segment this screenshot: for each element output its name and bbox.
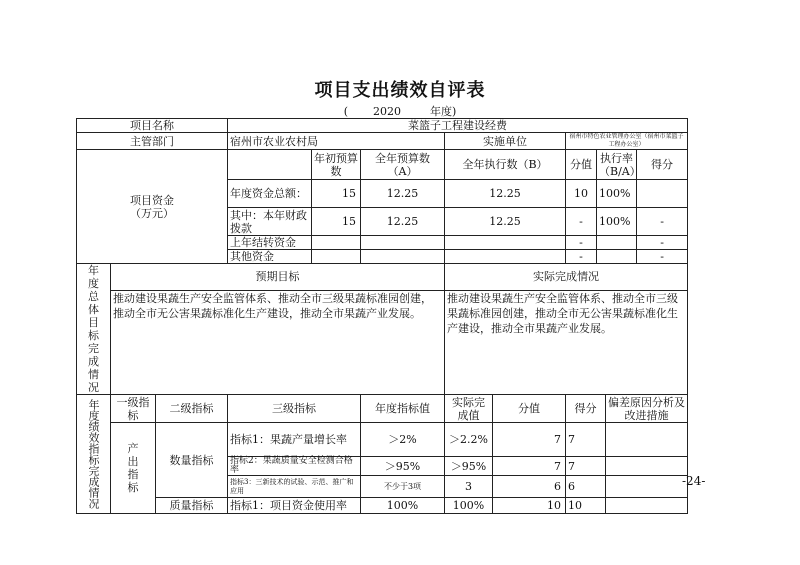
funds-score: -	[637, 208, 688, 236]
goals-actual-text: 推动建设果蔬生产安全监管体系、推动全市三级果蔬标准园创建，推动全市无公害果蔬标准化生产建设，推动全市果蔬产业发展。	[445, 290, 688, 394]
year-open-paren: (	[343, 105, 348, 118]
indicator-score: 10	[566, 498, 606, 514]
indicator-actual: ＞95%	[445, 457, 493, 476]
project-name-label: 项目名称	[77, 119, 228, 133]
indicator-target: ＞2%	[361, 423, 445, 457]
funds-header-blank	[228, 150, 312, 180]
funds-header-score-value: 分值	[566, 150, 597, 180]
funds-label-line1: 项目资金	[130, 193, 174, 207]
page-title: 项目支出绩效自评表	[314, 80, 486, 101]
indicators-header-level2: 二级指标	[156, 395, 228, 423]
project-name-value: 菜篮子工程建设经费	[228, 119, 688, 133]
funds-initial	[312, 250, 361, 264]
funds-row-label: 上年结转资金	[228, 236, 312, 250]
funds-executed	[445, 236, 566, 250]
indicator-level3: 指标1：果蔬产量增长率	[228, 423, 361, 457]
page-number: -24-	[682, 474, 706, 488]
indicators-header-level3: 三级指标	[228, 395, 361, 423]
funds-executed: 12.25	[445, 208, 566, 236]
funds-score-value: 10	[566, 180, 597, 208]
funds-header-rate: 执行率（B/A）	[597, 150, 637, 180]
dept-row	[77, 133, 688, 150]
funds-budget: 12.25	[361, 180, 445, 208]
indicators-header-row	[77, 395, 688, 423]
funds-label	[77, 150, 228, 264]
indicator-note	[606, 498, 688, 514]
indicator-value: 7	[493, 457, 566, 476]
funds-executed: 12.25	[445, 180, 566, 208]
indicators-side-label: 年度绩效指标完成情况	[77, 395, 111, 514]
indicator-level3: 指标3：三新技术的试验、示范、推广和应用	[228, 476, 361, 498]
indicators-header-level1: 一级指标	[111, 395, 156, 423]
indicators-header-actual: 实际完成值	[445, 395, 493, 423]
funds-score-value: -	[566, 250, 597, 264]
indicator-score: 7	[566, 457, 606, 476]
funds-row-label: 其他资金	[228, 250, 312, 264]
indicators-header-score: 得分	[566, 395, 606, 423]
funds-score	[637, 180, 688, 208]
funds-initial	[312, 236, 361, 250]
funds-header-budget: 全年预算数（A）	[361, 150, 445, 180]
year-line	[0, 103, 800, 119]
goals-content-row	[77, 290, 688, 394]
indicator-target: 100%	[361, 498, 445, 514]
indicator-row	[77, 498, 688, 514]
funds-header-row	[77, 150, 688, 180]
funds-initial: 15	[312, 180, 361, 208]
indicator-value: 6	[493, 476, 566, 498]
funds-initial: 15	[312, 208, 361, 236]
indicators-header-target: 年度指标值	[361, 395, 445, 423]
indicators-header-note: 偏差原因分析及改进措施	[606, 395, 688, 423]
unit-label: 实施单位	[445, 133, 566, 150]
indicator-score: 7	[566, 423, 606, 457]
year-value: 2020	[373, 105, 401, 118]
funds-score: -	[637, 236, 688, 250]
funds-rate: 100%	[597, 180, 637, 208]
indicator-level1: 产出指标	[111, 423, 156, 514]
dept-value: 宿州市农业农村局	[228, 133, 445, 150]
funds-header-executed: 全年执行数（B）	[445, 150, 566, 180]
funds-row-label: 年度资金总额：	[228, 180, 312, 208]
goals-actual-header: 实际完成情况	[445, 264, 688, 291]
funds-score-value: -	[566, 208, 597, 236]
funds-score: -	[637, 250, 688, 264]
indicator-level3: 指标2：果蔬质量安全检测合格率	[228, 457, 361, 476]
indicator-target: 不少于3项	[361, 476, 445, 498]
funds-budget: 12.25	[361, 208, 445, 236]
funds-budget	[361, 250, 445, 264]
goals-side-label: 年度总体目标完成情况	[77, 264, 111, 395]
funds-header-score: 得分	[637, 150, 688, 180]
funds-rate	[597, 236, 637, 250]
indicator-target: ＞95%	[361, 457, 445, 476]
indicator-value: 10	[493, 498, 566, 514]
funds-rate: 100%	[597, 208, 637, 236]
goals-expected-text: 推动建设果蔬生产安全监管体系、推动全市三级果蔬标准园创建，推动全市无公害果蔬标准化生产建设，推动全市果蔬产业发展。	[111, 290, 445, 394]
funds-budget	[361, 236, 445, 250]
indicator-row	[77, 423, 688, 457]
indicator-note	[606, 423, 688, 457]
funds-rate	[597, 250, 637, 264]
indicator-actual: 3	[445, 476, 493, 498]
indicator-level2: 数量指标	[156, 423, 228, 498]
indicator-actual: ＞2.2%	[445, 423, 493, 457]
indicator-note	[606, 476, 688, 498]
funds-executed	[445, 250, 566, 264]
indicators-header-value: 分值	[493, 395, 566, 423]
year-label: 年度)	[430, 105, 457, 118]
dept-label: 主管部门	[77, 133, 228, 150]
indicator-level3: 指标1：项目资金使用率	[228, 498, 361, 514]
indicator-level2: 质量指标	[156, 498, 228, 514]
performance-table	[76, 118, 688, 514]
project-name-row	[77, 119, 688, 133]
funds-header-initial: 年初预算数	[312, 150, 361, 180]
funds-score-value: -	[566, 236, 597, 250]
goals-header-row	[77, 264, 688, 291]
funds-row-label: 其中：本年财政拨款	[228, 208, 312, 236]
indicator-value: 7	[493, 423, 566, 457]
unit-value: 宿州市特色农业管理办公室（宿州市菜篮子工程办公室）	[566, 133, 688, 150]
funds-label-line2: （万元）	[130, 206, 174, 220]
goals-expected-header: 预期目标	[111, 264, 445, 291]
indicator-actual: 100%	[445, 498, 493, 514]
indicator-note	[606, 457, 688, 476]
indicator-score: 6	[566, 476, 606, 498]
